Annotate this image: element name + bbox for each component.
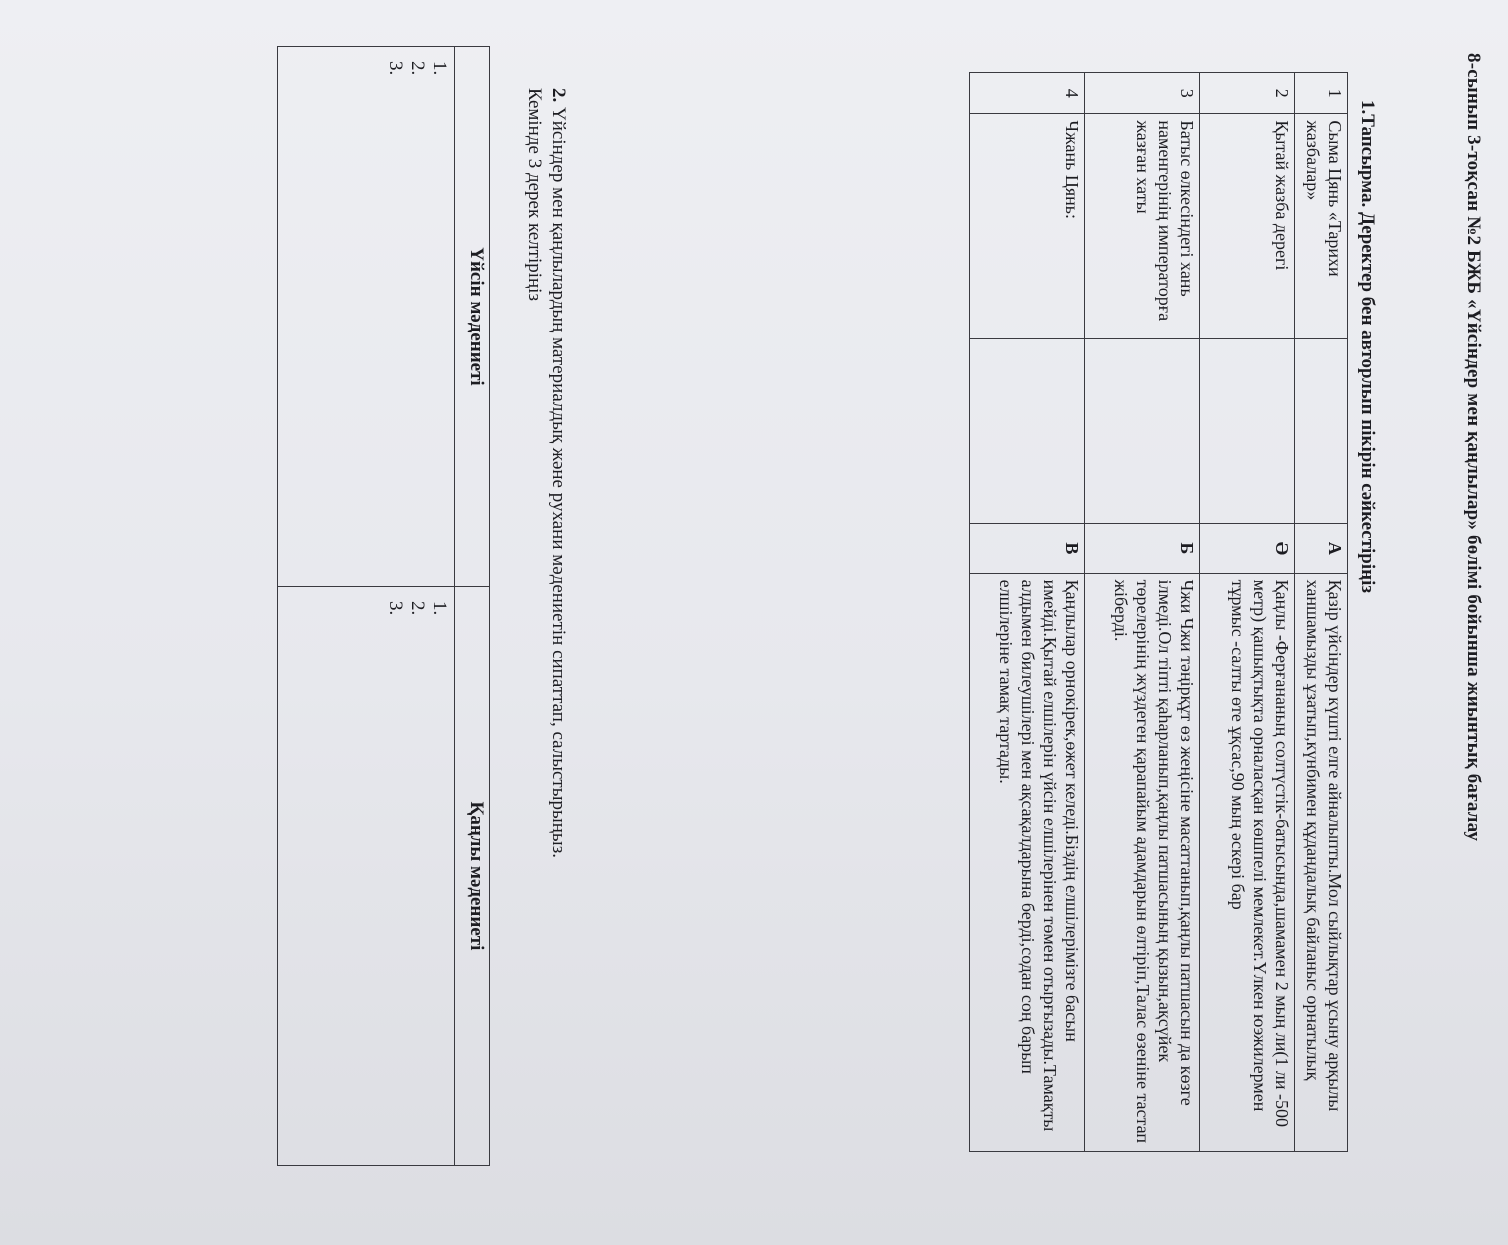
usun-answer-cell[interactable] <box>278 47 455 587</box>
description-cell: Қаңлы -Ферғананың солтүстік-батысында,шамамен 2 мың ли(1 ли -500 метр) қашықтықта орналасқан көшпелі мемлекет.Үлкен юэжилермен тұрмыс -салты өте ұқсас,90 мың әскері бар <box>1200 573 1295 1151</box>
list-item: 2. <box>407 600 428 616</box>
table-row <box>1200 73 1295 1152</box>
letter-cell: Б <box>1085 524 1200 573</box>
source-cell: Батыс өлкесіндегі хань наменгерінің императорға жазған хаты <box>1085 114 1200 339</box>
list-item: 1. <box>429 61 450 76</box>
table-row <box>278 47 455 1166</box>
answer-cell[interactable] <box>1295 339 1348 524</box>
table-row <box>1085 73 1200 1152</box>
source-cell: Чжань Цянь: <box>970 114 1085 339</box>
table-row <box>1295 73 1348 1152</box>
list-item: 1. <box>429 600 450 616</box>
row-number: 1 <box>1295 73 1348 114</box>
row-number: 4 <box>970 73 1085 114</box>
list-item: 3. <box>385 61 406 76</box>
source-cell: Сыма Цянь «Тарихи жазбалар» <box>1295 114 1348 339</box>
row-number: 2 <box>1200 73 1295 114</box>
task2-text-line2: Кемінде 3 дерек келтіріңіз <box>524 88 545 301</box>
letter-cell: А <box>1295 524 1348 573</box>
column-header-kangly: Қаңлы мәдениеті <box>455 586 490 1165</box>
letter-cell: В <box>970 524 1085 573</box>
task2-number: 2. <box>548 88 569 103</box>
letter-cell: Ә <box>1200 524 1295 573</box>
task2-instruction <box>522 88 570 858</box>
answer-cell[interactable] <box>970 339 1085 524</box>
task1-instruction: 1.Тапсырма. Деректер бен авторлып пікірін сәйкестіріңіз <box>1357 100 1378 594</box>
source-cell: Қытай жазба дерегі <box>1200 114 1295 339</box>
column-header-usun: Үйсін мәдениеті <box>455 47 490 587</box>
task2-text: Үйсіндер мен қаңлылардың материалдық және рухани мәдениетін сипаттап, салыстырыңыз. <box>548 107 569 858</box>
table-row <box>970 73 1085 1152</box>
worksheet <box>190 18 1490 1218</box>
description-cell: Чжи Чжи тәңірқұт өз жеңісіне масаттанып,қаңлы патшасын да көзге ілмеді.Ол тіпті қаһарланып,қаңлы патшасының қызын,ақсүйек төрелерінің жүздеген қарапайым адамдарын өлтіріп,Талас өзеніне тастап жіберді. <box>1085 573 1200 1151</box>
table-header-row <box>455 47 490 1166</box>
comparison-table <box>277 46 490 1166</box>
page-title: 8-сынып 3-тоқсан №2 БЖБ «Үйсіндер мен қаңлылар» бөлімі бойынша жиынтық бағалау <box>1463 53 1484 842</box>
matching-table <box>969 72 1348 1152</box>
description-cell: Қазір үйсіндер күшті елге айналыпты.Мол сыйлықтар ұсыну арқылы ханшамызды ұзатып,күнбимен құдандалық байланыс орнатылық <box>1295 573 1348 1151</box>
answer-cell[interactable] <box>1200 339 1295 524</box>
kangly-answer-cell[interactable] <box>278 586 455 1165</box>
answer-cell[interactable] <box>1085 339 1200 524</box>
description-cell: Қаңлылар орнокірек,өжет келеді.Біздің елшілерімізге басын имейді.Қытай елшілерін үйсін елшілерінен төмен отырғызады.Тамақты алдымен билеушілері мен ақсақалдарына берді,содан соң барып елшілеріне тамақ тартады. <box>970 573 1085 1151</box>
row-number: 3 <box>1085 73 1200 114</box>
list-item: 2. <box>407 61 428 76</box>
list-item: 3. <box>385 600 406 616</box>
